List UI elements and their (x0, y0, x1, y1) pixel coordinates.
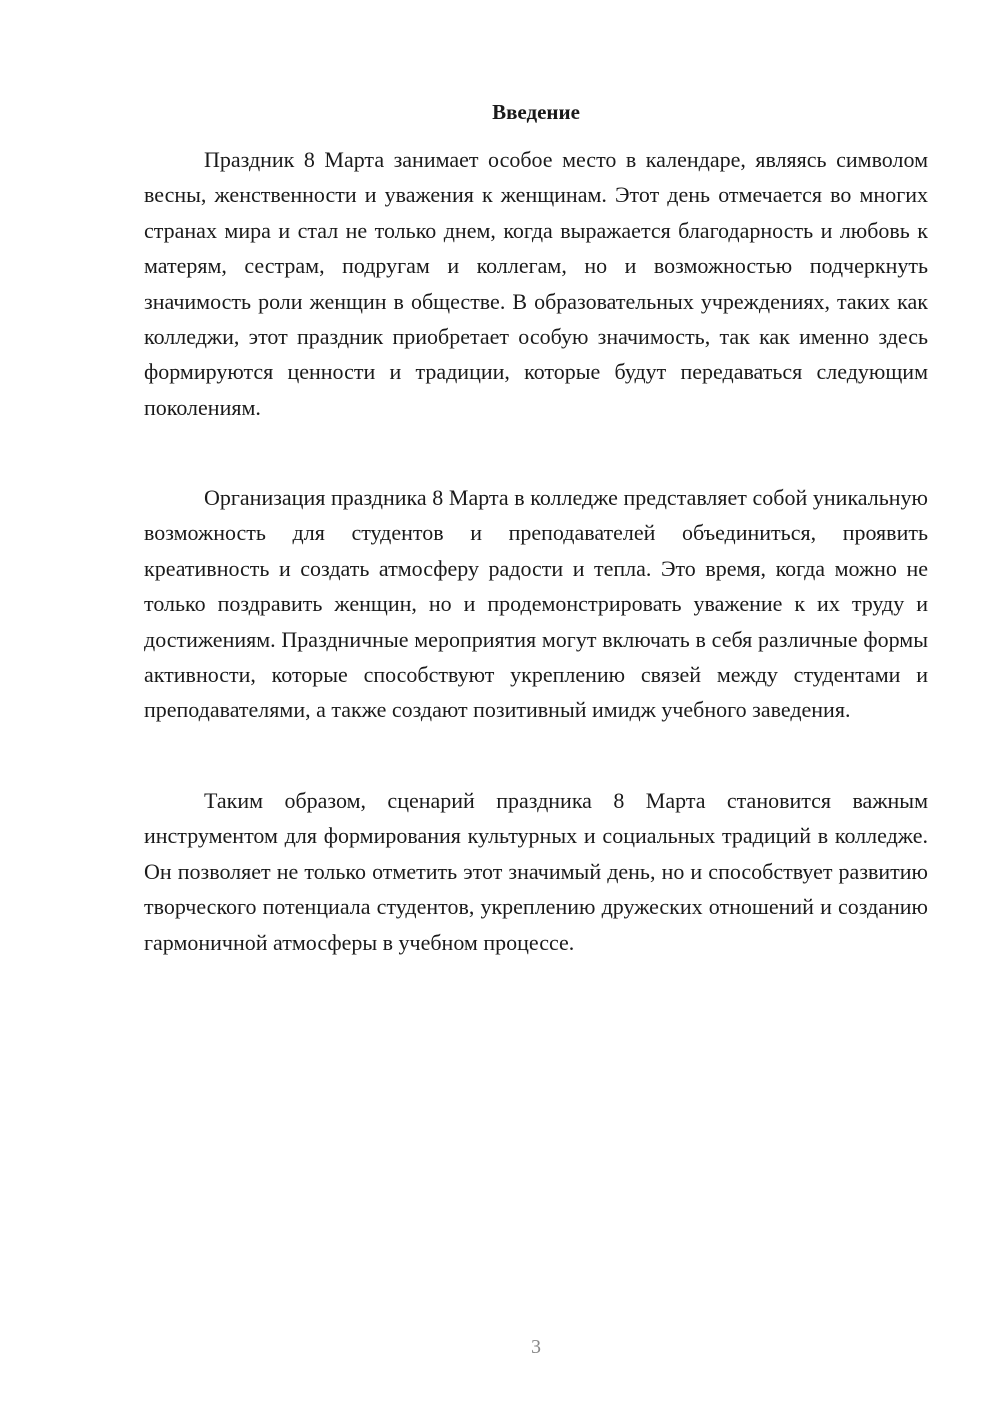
section-title: Введение (492, 100, 580, 124)
paragraph-organization: Организация праздника 8 Марта в колледже представляет собой уникальную возможность для студентов и преподавателей объединиться, проявить креативность и создать атмосферу радости и тепла. Это время, когда можно не только поздравить женщин, но и продемонстрировать уважение к их труду и достижениям. Праздничные мероприятия могут включать в себя различные формы активности, которые способствуют укреплению связей между студентами и преподавателями, а также создают позитивный имидж учебного заведения. (144, 485, 928, 723)
paragraph-conclusion: Таким образом, сценарий праздника 8 Марта становится важным инструментом для формирования культурных и социальных традиций в колледже. Он позволяет не только отметить этот значимый день, но и способствует развитию творческого потенциала студентов, укреплению дружеских отношений и созданию гармоничной атмосферы в учебном процессе. (144, 788, 928, 955)
paragraph-intro: Праздник 8 Марта занимает особое место в календаре, являясь символом весны, женственности и уважения к женщинам. Этот день отмечается во многих странах мира и стал не только днем, когда выражается благодарность и любовь к матерям, сестрам, подругам и коллегам, но и возможностью подчеркнуть значимость роли женщин в обществе. В образовательных учреждениях, таких как колледжи, этот праздник приобретает особую значимость, так как именно здесь формируются ценности и традиции, которые будут передаваться следующим поколениям. (144, 147, 928, 420)
page-number: 3 (531, 1336, 541, 1358)
